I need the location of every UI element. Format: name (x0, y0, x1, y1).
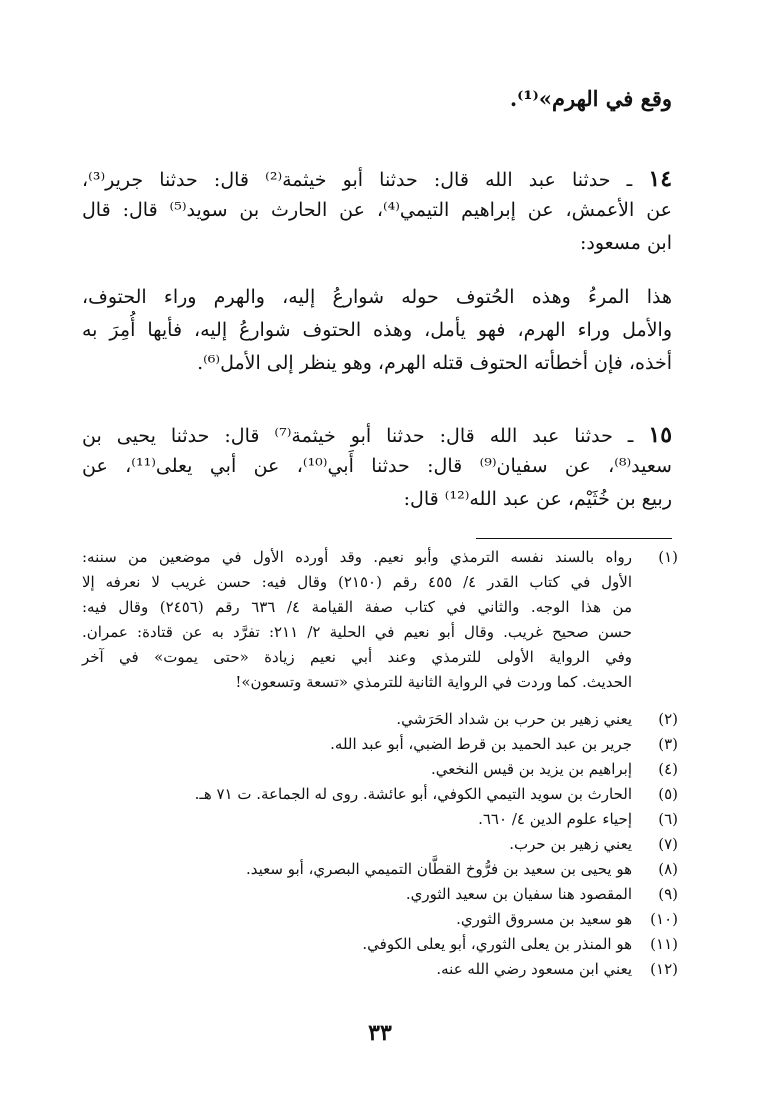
footnote-1-line-2: الأول في كتاب القدر ٤/ ٤٥٥ رقم (٢١٥٠) وقال فيه: حسن غريب لا نعرفه إلا (82, 573, 632, 591)
hadith-14-text-line-3: أخذه، فإن أخطأته الحتوف قتله الهرم، وهو ينظر إلى الأمل⁽⁶⁾. (197, 352, 672, 374)
footnote-1-row-4 (0, 623, 760, 643)
footnote-1-row-2 (0, 573, 760, 593)
footnote-8-text: هو يحيى بن سعيد بن فرُّوخ القطَّان التميمي البصري، أبو سعيد. (245, 860, 632, 878)
footnote-1 (0, 548, 760, 568)
footnote-1-line-6: الحديث. كما وردت في الرواية الثانية للترمذي «تسعة وتسعون»! (235, 673, 632, 691)
footnote-4 (0, 760, 760, 780)
footnote-3 (0, 735, 760, 755)
footnote-8-number: (٨) (658, 860, 678, 878)
footnote-7-text: يعني زهير بن حرب. (509, 835, 632, 853)
hadith-15-line-1 (82, 422, 672, 448)
footnote-2-text: يعني زهير بن حرب بن شداد الحَرَشي. (396, 710, 632, 728)
footnote-6-number: (٦) (658, 810, 678, 828)
footnote-9 (0, 885, 760, 905)
footnote-1-row-6 (0, 673, 760, 693)
footnote-1-line-3: من هذا الوجه. والثاني في كتاب صفة القيامة ٤/ ٦٣٦ رقم (٢٤٥٦) وقال فيه: (82, 598, 632, 616)
footnote-12-text: يعني ابن مسعود رضي الله عنه. (436, 960, 632, 978)
footnote-12-number: (١٢) (650, 960, 678, 978)
hadith-14-line-2: عن الأعمش، عن إبراهيم التيمي⁽⁴⁾، عن الحارث بن سويد⁽⁵⁾ قال: قال (82, 199, 672, 221)
hadith-14-text-line-1: هذا المرءُ وهذه الحُتوف حوله شوارعُ إليه، والهرم وراء الحتوف، (82, 286, 672, 308)
footnote-1-row-5 (0, 648, 760, 668)
footnote-11-number: (١١) (650, 935, 678, 953)
footnote-6-text: إحياء علوم الدين ٤/ ٦٦٠. (478, 810, 632, 828)
hadith-14-line-1-text: ـ حدثنا عبد الله قال: حدثنا أبو خيثمة⁽²⁾ قال: حدثنا جرير⁽³⁾، (82, 169, 633, 191)
hadith-14-text-line-2: والأمل وراء الهرم، فهو يأمل، وهذه الحتوف شوارعُ إليه، فأيها أُمِرَ به (82, 319, 672, 341)
footnote-5-text: الحارث بن سويد التيمي الكوفي، أبو عائشة. روى له الجماعة. ت ٧١ هـ. (194, 785, 632, 803)
hadith-14-line-3: ابن مسعود: (579, 232, 672, 254)
footnote-1-line-4: حسن صحيح غريب. وقال أبو نعيم في الحلية ٢/ ٢١١: تفرَّد به عن قتادة: عمران. (82, 623, 632, 641)
footnote-2 (0, 710, 760, 730)
footnote-9-text: المقصود هنا سفيان بن سعيد الثوري. (405, 885, 632, 903)
footnote-10-number: (١٠) (650, 910, 678, 928)
footnote-11-text: هو المنذر بن يعلى الثوري، أبو يعلى الكوفي. (362, 935, 632, 953)
footnote-4-number: (٤) (658, 760, 678, 778)
footnote-separator (476, 538, 672, 539)
footnote-7-number: (٧) (658, 835, 678, 853)
hadith-15-line-3: ربيع بن خُثَيْم، عن عبد الله⁽¹²⁾ قال: (403, 488, 672, 510)
hadith-15-line-1-text: ـ حدثنا عبد الله قال: حدثنا أبو خيثمة⁽⁷⁾ قال: حدثنا يحيى بن (82, 425, 634, 447)
footnote-11 (0, 935, 760, 955)
footnote-1-number: (١) (658, 548, 678, 566)
footnote-1-line-5: وفي الرواية الأولى للترمذي وعند أبي نعيم زيادة «حتى يموت» في آخر (82, 648, 632, 666)
hadith-15-number: ١٥ (648, 422, 673, 448)
footnote-1-line-1: رواه بالسند نفسه الترمذي وأبو نعيم. وقد أورده الأول في موضعين من سننه: (82, 548, 632, 566)
footnote-3-text: جرير بن عبد الحميد بن قرط الضبي، أبو عبد الله. (330, 735, 632, 753)
page-number: ٣٣ (368, 1020, 392, 1046)
footnote-8 (0, 860, 760, 880)
footnote-12 (0, 960, 760, 980)
intro-line: وقع في الهرم»⁽¹⁾. (509, 86, 672, 111)
footnote-7 (0, 835, 760, 855)
hadith-15-line-2: سعيد⁽⁸⁾، عن سفيان⁽⁹⁾ قال: حدثنا أَبي⁽¹⁰⁾، عن أبي يعلى⁽¹¹⁾، عن (82, 455, 672, 477)
footnote-10-text: هو سعيد بن مسروق الثوري. (456, 910, 632, 928)
footnote-5 (0, 785, 760, 805)
footnote-9-number: (٩) (658, 885, 678, 903)
footnote-6 (0, 810, 760, 830)
hadith-14-line-1 (82, 166, 672, 192)
footnote-5-number: (٥) (658, 785, 678, 803)
footnote-3-number: (٣) (658, 735, 678, 753)
footnote-1-row-3 (0, 598, 760, 618)
footnote-4-text: إبراهيم بن يزيد بن قيس النخعي. (430, 760, 632, 778)
footnote-2-number: (٢) (658, 710, 678, 728)
footnote-10 (0, 910, 760, 930)
hadith-14-number: ١٤ (648, 166, 673, 192)
